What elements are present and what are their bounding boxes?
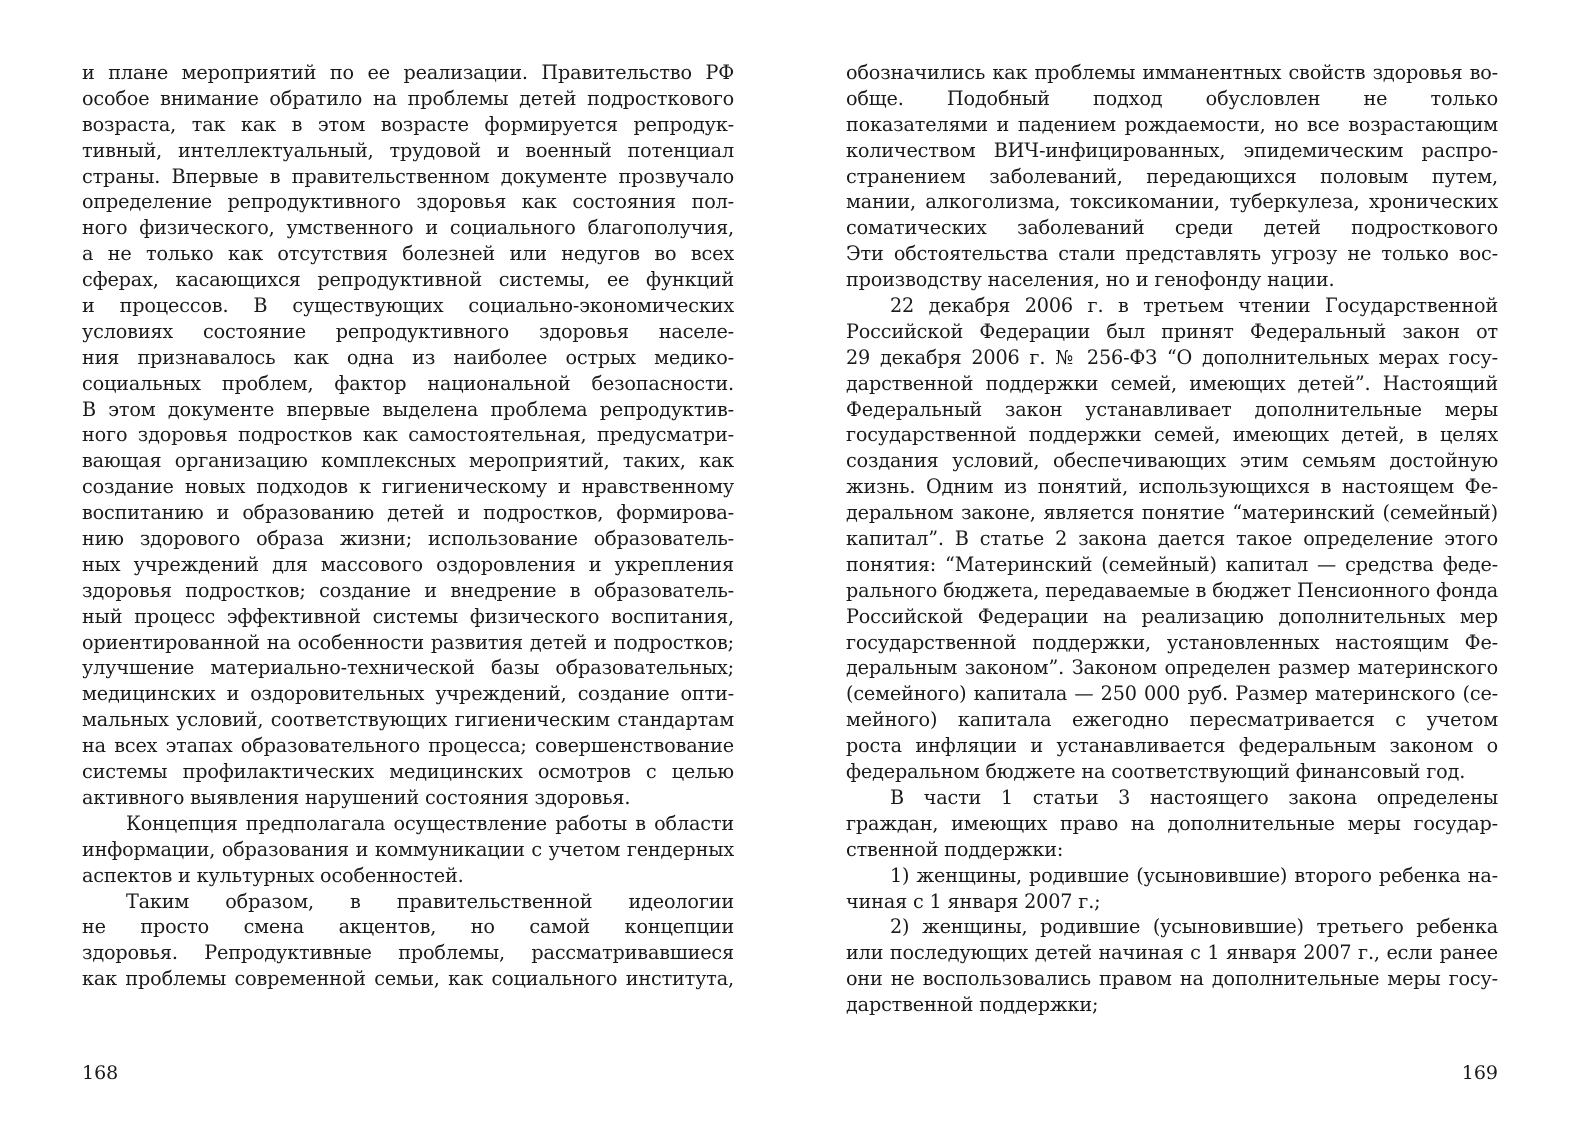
text-line: сферах, касающихся репродуктивной системы, ее функций (82, 268, 734, 292)
text-line: и плане мероприятий по ее реализации. Правительство РФ (82, 61, 734, 84)
text-line: ния признавалось как одна из наиболее острых медико- (82, 345, 734, 369)
text-line: обще. Подобный подход обусловлен не только (846, 86, 1498, 110)
text-line: на всех этапах образовательного процесса; совершенствование (82, 734, 734, 758)
text-line: или последующих детей начиная с 1 января 2007 г., если ранее (846, 941, 1498, 965)
text-line: медицинских и оздоровительных учреждений, создание опти- (82, 682, 734, 706)
left-page (82, 60, 734, 1110)
text-line: дарственной поддержки семей, имеющих детей”. Настоящий (846, 371, 1498, 395)
text-line: 29 декабря 2006 г. № 256-ФЗ “О дополнительных мерах госу- (846, 345, 1498, 369)
text-line: страны. Впервые в правительственном документе прозвучало (82, 164, 734, 188)
text-line: деральном законе, является понятие “материнский (семейный) (846, 501, 1498, 525)
text-line: 2) женщины, родившие (усыновившие) третьего ребенка (890, 915, 1498, 939)
text-line: ориентированной на особенности развития детей и подростков; (82, 630, 734, 654)
text-line: показателями и падением рождаемости, но все возрастающим (846, 112, 1498, 136)
text-line: определение репродуктивного здоровья как состояния пол- (82, 190, 734, 214)
text-line: мальных условий, соответствующих гигиеническим стандартам (82, 708, 734, 732)
left-page-text (82, 60, 734, 992)
text-line: ный процесс эффективной системы физического воспитания, (82, 604, 734, 628)
text-line: государственной поддержки семей, имеющих детей, в целях (846, 423, 1498, 447)
text-line: государственной поддержки, установленных настоящим Фе- (846, 630, 1498, 654)
text-line: рального бюджета, передаваемые в бюджет Пенсионного фонда (846, 578, 1498, 602)
right-page (846, 60, 1498, 1110)
text-line: социальных проблем, фактор национальной безопасности. (82, 371, 734, 395)
text-line: не просто смена акцентов, но самой концепции (82, 915, 734, 939)
text-line: деральным законом”. Законом определен размер материнского (846, 656, 1498, 680)
text-line: вающая организацию комплексных мероприятий, таких, как (82, 449, 734, 473)
text-line: информации, образования и коммуникации с учетом гендерных (82, 837, 734, 861)
text-line: понятия: “Материнский (семейный) капитал — средства феде- (846, 552, 1498, 576)
text-line: улучшение материально-технической базы образовательных; (82, 656, 734, 680)
text-line: В этом документе впервые выделена проблема репродуктив- (82, 397, 734, 421)
text-line: Эти обстоятельства стали представлять угрозу не только вос- (846, 242, 1498, 266)
text-line: тивный, интеллектуальный, трудовой и военный потенциал (82, 138, 734, 162)
text-line: ственной поддержки: (846, 837, 1064, 861)
text-line: возраста, так как в этом возрасте формируется репродук- (82, 112, 734, 136)
text-line: ного физического, умственного и социального благополучия, (82, 216, 734, 240)
text-line: странением заболеваний, передающихся половым путем, (846, 164, 1498, 188)
text-line: создания условий, обеспечивающих этим семьям достойную (846, 449, 1498, 473)
text-line: (семейного) капитала — 250 000 руб. Размер материнского (се- (846, 682, 1498, 706)
text-line: а не только как отсутствия болезней или недугов во всех (82, 242, 734, 266)
text-line: системы профилактических медицинских осмотров с целью (82, 760, 734, 784)
text-line: Концепция предполагала осуществление работы в области (126, 811, 734, 835)
text-line: количеством ВИЧ-инфицированных, эпидемическим распро- (846, 138, 1498, 162)
page-number: 169 (1461, 1062, 1498, 1084)
text-line: ного здоровья подростков как самостоятельная, предусматри- (82, 423, 734, 447)
text-line: жизнь. Одним из понятий, использующихся в настоящем Фе- (846, 475, 1498, 499)
text-line: Российской Федерации был принят Федеральный закон от (846, 319, 1498, 343)
text-line: соматических заболеваний среди детей подросткового (846, 216, 1498, 240)
page-number: 168 (82, 1062, 119, 1084)
text-line: особое внимание обратило на проблемы детей подросткового (82, 86, 734, 110)
text-line: создание новых подходов к гигиеническому и нравственному (82, 475, 734, 499)
text-line: капитал”. В статье 2 закона дается такое определение этого (846, 527, 1498, 551)
text-line: чиная с 1 января 2007 г.; (846, 889, 1101, 913)
text-line: здоровья. Репродуктивные проблемы, рассматривавшиеся (82, 941, 734, 965)
text-line: Российской Федерации на реализацию дополнительных мер (846, 604, 1498, 628)
text-line: производству населения, но и генофонду нации. (846, 268, 1335, 292)
text-line: Федеральный закон устанавливает дополнительные меры (846, 397, 1498, 421)
text-line: мейного) капитала ежегодно пересматривается с учетом (846, 708, 1498, 732)
text-line: 22 декабря 2006 г. в третьем чтении Государственной (890, 294, 1498, 318)
text-line: и процессов. В существующих социально-экономических (82, 294, 734, 318)
text-line: условиях состояние репродуктивного здоровья населе- (82, 319, 734, 343)
text-line: мании, алкоголизма, токсикомании, туберкулеза, хронических (846, 190, 1498, 214)
text-line: они не воспользовались правом на дополнительные меры госу- (846, 967, 1498, 991)
text-line: как проблемы современной семьи, как социального института, (82, 967, 734, 991)
text-line: федеральном бюджете на соответствующий финансовый год. (846, 760, 1466, 784)
text-line: дарственной поддержки; (846, 993, 1099, 1017)
right-page-text (846, 60, 1498, 1018)
text-line: 1) женщины, родившие (усыновившие) второго ребенка на- (890, 863, 1498, 887)
text-line: роста инфляции и устанавливается федеральным законом о (846, 734, 1498, 758)
text-line: обозначились как проблемы имманентных свойств здоровья во- (846, 61, 1498, 84)
text-line: ных учреждений для массового оздоровления и укрепления (82, 552, 734, 576)
text-line: активного выявления нарушений состояния здоровья. (82, 785, 631, 809)
text-line: воспитанию и образованию детей и подростков, формирова- (82, 501, 734, 525)
text-line: Таким образом, в правительственной идеологии (126, 889, 734, 913)
text-line: нию здорового образа жизни; использование образователь- (82, 527, 734, 551)
text-line: аспектов и культурных особенностей. (82, 863, 464, 887)
text-line: здоровья подростков; создание и внедрение в образователь- (82, 578, 734, 602)
text-line: В части 1 статьи 3 настоящего закона определены (890, 785, 1498, 809)
text-line: граждан, имеющих право на дополнительные меры государ- (846, 811, 1498, 835)
